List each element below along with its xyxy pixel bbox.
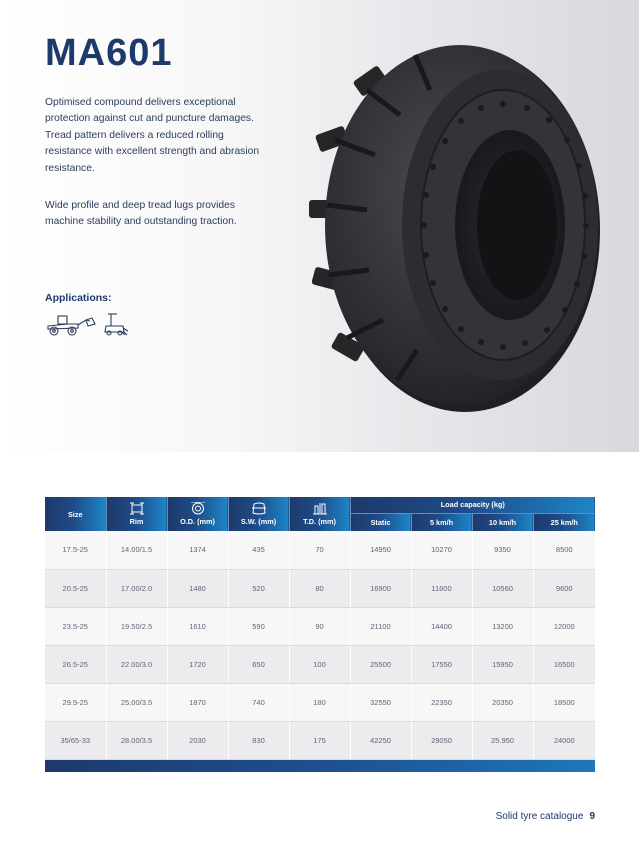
cell-rim: 22.00/3.0 [106, 645, 167, 683]
header-od [167, 497, 228, 531]
cell-static: 21100 [350, 607, 411, 645]
cell-5kmh: 17550 [411, 645, 472, 683]
cell-od: 1610 [167, 607, 228, 645]
cell-td: 180 [289, 683, 350, 721]
cell-rim: 17.00/2.0 [106, 569, 167, 607]
specifications-table [45, 497, 595, 772]
applications-label: Applications: [45, 292, 112, 304]
cell-sw: 520 [228, 569, 289, 607]
cell-rim: 25.00/3.5 [106, 683, 167, 721]
table-footer-bar [45, 760, 595, 772]
header-td [289, 497, 350, 531]
cell-static: 14950 [350, 531, 411, 569]
header-sw [228, 497, 289, 531]
cell-td: 100 [289, 645, 350, 683]
cell-od: 1870 [167, 683, 228, 721]
header-5kmh: 5 km/h [411, 513, 472, 531]
table-row [45, 569, 595, 607]
cell-td: 70 [289, 531, 350, 569]
tyre-image [305, 20, 605, 420]
cell-5kmh: 22350 [411, 683, 472, 721]
cell-10kmh: 13200 [472, 607, 533, 645]
cell-td: 175 [289, 721, 350, 759]
wheel-loader-icon [44, 312, 96, 336]
cell-5kmh: 29050 [411, 721, 472, 759]
table-row [45, 645, 595, 683]
cell-sw: 435 [228, 531, 289, 569]
page-footer [496, 811, 595, 822]
cell-od: 1720 [167, 645, 228, 683]
cell-size: 26.5-25 [45, 645, 106, 683]
table-row [45, 607, 595, 645]
cell-sw: 830 [228, 721, 289, 759]
cell-td: 80 [289, 569, 350, 607]
cell-25kmh: 16500 [533, 645, 595, 683]
header-size: Size [45, 497, 106, 531]
cell-25kmh: 12000 [533, 607, 595, 645]
header-25kmh: 25 km/h [533, 513, 595, 531]
cell-5kmh: 14400 [411, 607, 472, 645]
cell-od: 1374 [167, 531, 228, 569]
cell-static: 25500 [350, 645, 411, 683]
description-paragraph-2: Wide profile and deep tread lugs provides machine stability and outstanding traction. [45, 200, 237, 228]
header-load-capacity: Load capacity (kg) [350, 497, 595, 513]
header-static: Static [350, 513, 411, 531]
cell-size: 29.5-25 [45, 683, 106, 721]
cell-5kmh: 11600 [411, 569, 472, 607]
table-row [45, 531, 595, 569]
cell-10kmh: 10560 [472, 569, 533, 607]
cell-size: 20.5-25 [45, 569, 106, 607]
cell-sw: 740 [228, 683, 289, 721]
cell-size: 35/65-33 [45, 721, 106, 759]
cell-static: 42250 [350, 721, 411, 759]
cell-size: 17.5-25 [45, 531, 106, 569]
outer-diameter-icon [190, 502, 206, 515]
cell-25kmh: 18500 [533, 683, 595, 721]
cell-rim: 19.50/2.5 [106, 607, 167, 645]
page-number: 9 [589, 811, 595, 822]
cell-sw: 650 [228, 645, 289, 683]
cell-size: 23.5-25 [45, 607, 106, 645]
table-row [45, 683, 595, 721]
header-td-label: T.D. (mm) [303, 517, 336, 526]
header-10kmh: 10 km/h [472, 513, 533, 531]
description-paragraph-1: Optimised compound delivers exceptional protection against cut and puncture damages. Tread pattern delivers a reduced rolling resistance with excellent strength and abrasion resistance. [45, 97, 260, 174]
tread-depth-icon [312, 502, 328, 515]
cell-rim: 28.00/3.5 [106, 721, 167, 759]
cell-10kmh: 25.950 [472, 721, 533, 759]
cell-static: 32550 [350, 683, 411, 721]
header-rim [106, 497, 167, 531]
section-width-icon [251, 502, 267, 515]
cell-10kmh: 15950 [472, 645, 533, 683]
cell-10kmh: 20350 [472, 683, 533, 721]
sweeper-icon [103, 312, 129, 336]
cell-25kmh: 9600 [533, 569, 595, 607]
cell-static: 16900 [350, 569, 411, 607]
header-sw-label: S.W. (mm) [240, 517, 277, 526]
cell-25kmh: 8500 [533, 531, 595, 569]
cell-25kmh: 24000 [533, 721, 595, 759]
cell-td: 90 [289, 607, 350, 645]
rim-icon [130, 502, 144, 515]
cell-5kmh: 10270 [411, 531, 472, 569]
cell-sw: 590 [228, 607, 289, 645]
header-rim-label: Rim [129, 517, 144, 526]
page-title: MA601 [45, 32, 173, 74]
cell-10kmh: 9350 [472, 531, 533, 569]
cell-od: 1480 [167, 569, 228, 607]
header-od-label: O.D. (mm) [180, 517, 215, 526]
catalogue-title: Solid tyre catalogue [495, 811, 584, 822]
table-row [45, 721, 595, 759]
cell-od: 2030 [167, 721, 228, 759]
cell-rim: 14.00/1.5 [106, 531, 167, 569]
